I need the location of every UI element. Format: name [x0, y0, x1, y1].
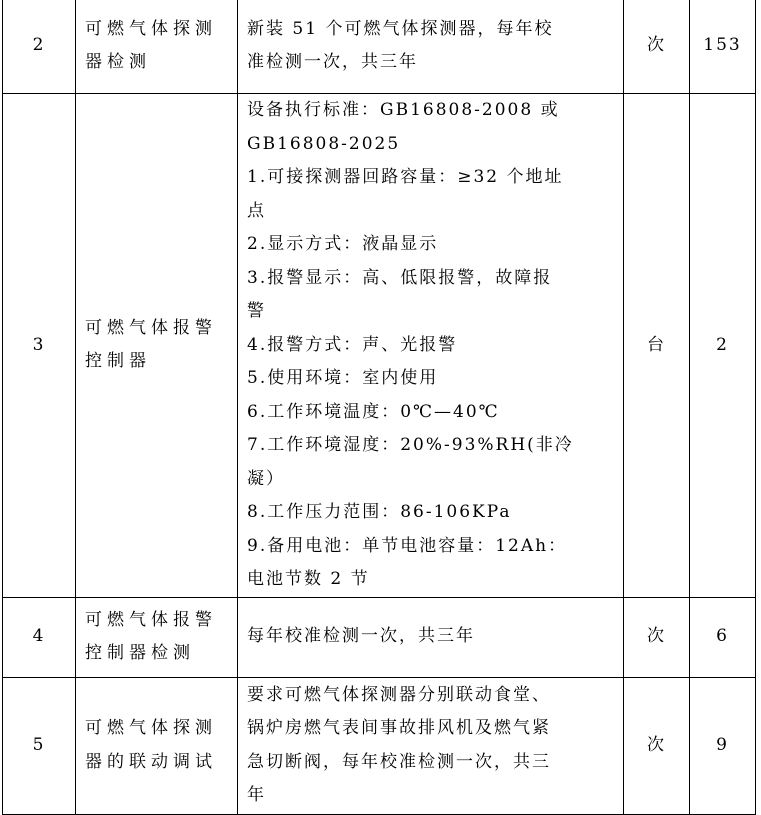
item-name [76, 677, 238, 814]
table-row [3, 677, 756, 814]
item-name-line: 器的联动调试 [85, 751, 217, 772]
item-name-line: 可燃气体报警 [85, 609, 217, 630]
quantity-cell: 9 [690, 677, 756, 814]
description-line: 每年校准检测一次，共三年 [247, 626, 475, 647]
spec-table [2, 0, 756, 815]
description-line: 凝） [247, 468, 285, 489]
description-line: 警 [247, 301, 266, 321]
item-description [238, 94, 624, 598]
quantity-cell: 153 [690, 0, 756, 94]
quantity-cell: 2 [690, 94, 756, 598]
item-name [76, 0, 238, 94]
item-description [238, 677, 624, 814]
description-line: 要求可燃气体探测器分别联动食堂、 [247, 684, 551, 705]
description-line: 准检测一次，共三年 [247, 52, 418, 72]
unit-cell: 次 [624, 0, 690, 94]
item-name-line: 控制器检测 [85, 643, 195, 663]
description-line: 2.显示方式：液晶显示 [247, 234, 439, 254]
description-line: 年 [247, 785, 266, 805]
item-name-line: 控制器 [85, 351, 151, 372]
item-name-line: 器检测 [85, 52, 151, 72]
unit-cell: 次 [624, 677, 690, 814]
description-line: 7.工作环境湿度：20%-93%RH(非冷 [247, 435, 574, 455]
description-line: 1.可接探测器回路容量：≥32 个地址 [247, 167, 564, 187]
description-line: 6.工作环境温度：0℃—40℃ [247, 401, 500, 422]
row-number: 5 [3, 677, 76, 814]
description-line: 电池节数 2 节 [247, 569, 370, 589]
item-name-line: 可燃气体报警 [85, 317, 217, 338]
item-name-line: 可燃气体探测 [85, 718, 217, 738]
description-line: 3.报警显示：高、低限报警，故障报 [247, 267, 553, 288]
row-number: 2 [3, 0, 76, 94]
item-name [76, 94, 238, 598]
item-description [238, 597, 624, 677]
item-name-line: 可燃气体探测 [85, 18, 217, 39]
description-line: 8.工作压力范围：86-106KPa [247, 502, 512, 522]
row-number: 3 [3, 94, 76, 598]
table-row [3, 597, 756, 677]
unit-cell: 次 [624, 597, 690, 677]
description-line: 点 [247, 200, 266, 221]
description-line: 锅炉房燃气表间事故排风机及燃气紧 [247, 718, 551, 738]
row-number: 4 [3, 597, 76, 677]
description-line: 5.使用环境：室内使用 [247, 368, 439, 388]
description-line: 新装 51 个可燃气体探测器，每年校 [247, 18, 554, 39]
item-description [238, 0, 624, 94]
description-line: 急切断阀，每年校准检测一次，共三 [247, 751, 551, 772]
description-line: 设备执行标准：GB16808-2008 或 [247, 100, 560, 120]
description-line: 9.备用电池：单节电池容量：12Ah： [247, 535, 568, 556]
description-line: GB16808-2025 [247, 133, 401, 154]
table-row [3, 0, 756, 94]
description-line: 4.报警方式：声、光报警 [247, 334, 458, 355]
quantity-cell: 6 [690, 597, 756, 677]
unit-cell: 台 [624, 94, 690, 598]
table-row [3, 94, 756, 598]
item-name [76, 597, 238, 677]
